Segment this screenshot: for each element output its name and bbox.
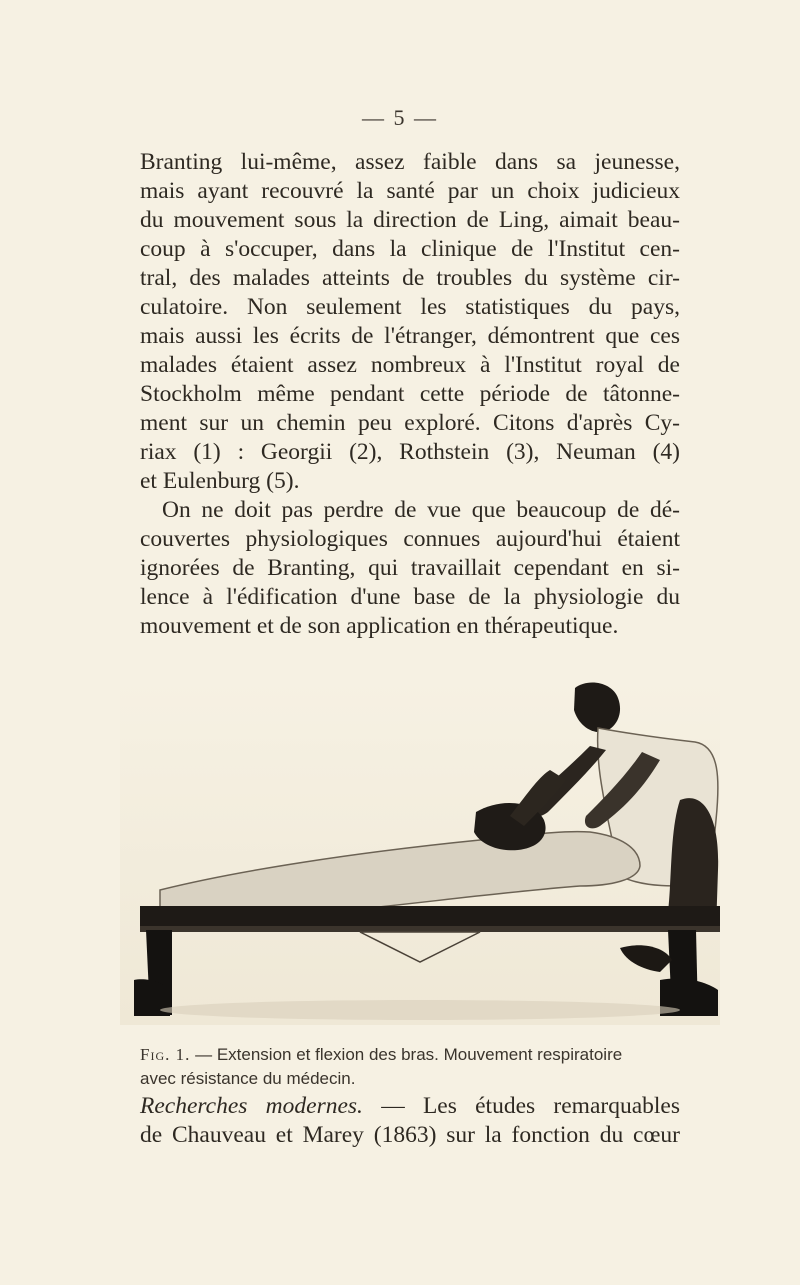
caption-text: — Extension et flexion des bras. Mouvement respiratoire [190,1045,623,1064]
text-line: couvertes physiologiques connues aujourd'hui étaient [140,526,680,552]
text-line: ignorées de Branting, qui travaillait cependant en si- [140,555,680,581]
page-number: — 5 — [362,105,438,130]
continuation-text [140,1092,680,1150]
figure-photograph [120,680,720,1025]
text-line: mouvement et de son application en thérapeutique. [140,613,619,639]
text-line: Stockholm même pendant cette période de tâtonne- [140,381,680,407]
text-line: de Chauveau et Marey (1863) sur la fonction du cœur [140,1122,680,1148]
caption-line [140,1043,680,1067]
text-line: On ne doit pas perdre de vue que beaucoup de dé- [162,497,680,523]
text-line: mais aussi les écrits de l'étranger, démontrent que ces [140,323,680,349]
section-heading: Recherches modernes. [140,1093,363,1119]
text-line: coup à s'occuper, dans la clinique de l'Institut cen- [140,236,680,262]
text-line: mais ayant recouvré la santé par un choix judicieux [140,178,680,204]
text-line: lence à l'édification d'une base de la physiologie du [140,584,680,610]
text-line: malades étaient assez nombreux à l'Institut royal de [140,352,680,378]
main-text [140,148,680,641]
text-line: ment sur un chemin peu exploré. Citons d'après Cy- [140,410,680,436]
figure-caption [140,1043,680,1091]
text-line: culatoire. Non seulement les statistiques du pays, [140,294,680,320]
text-line: riax (1) : Georgii (2), Rothstein (3), Neuman (4) [140,439,680,465]
text-line [140,1092,680,1121]
text-fragment: — Les études remarquables [362,1093,680,1119]
text-line: du mouvement sous la direction de Ling, aimait beau- [140,207,680,233]
text-line: Branting lui-même, assez faible dans sa jeunesse, [140,149,680,175]
caption-label: Fig. 1. [140,1045,191,1064]
caption-line: avec résistance du médecin. [140,1069,356,1088]
text-line: tral, des malades atteints de troubles du système cir- [140,265,680,291]
text-line: et Eulenburg (5). [140,468,300,494]
